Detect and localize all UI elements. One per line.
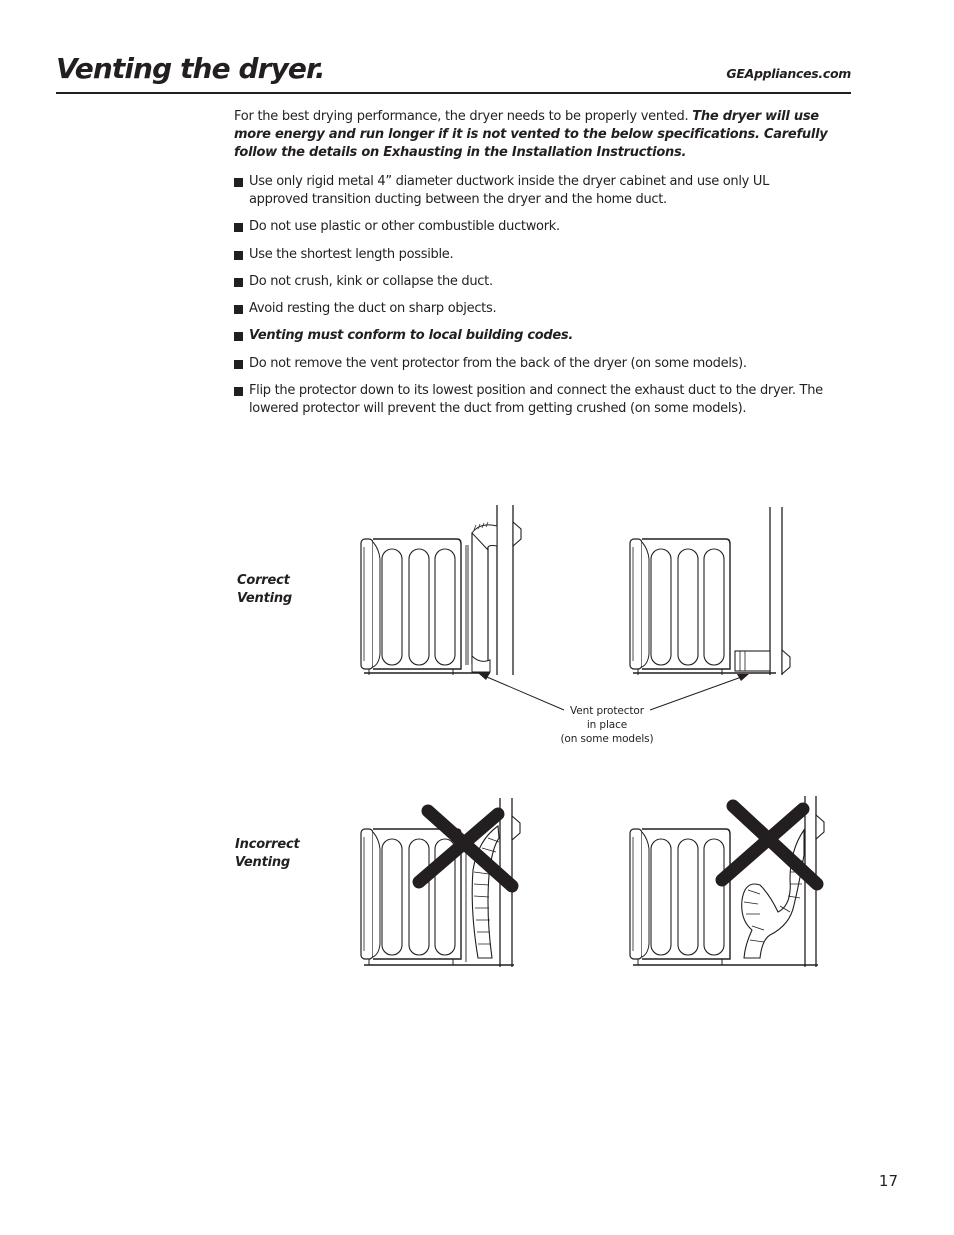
bullet-flip-protector: Flip the protector down to its lowest position and connect the exhaust duct to the dryer. The lowered protector will prevent the duct from getting crushed (on some models). [234,382,824,418]
incorrect-venting-diagram-b [630,796,824,967]
callout-leader-lines [478,673,749,710]
page-title: Venting the dryer. [56,52,325,85]
bullet-building-codes: Venting must conform to local building codes. [234,327,824,345]
page-number: 17 [878,1172,898,1190]
bullet-sharp-objects: Avoid resting the duct on sharp objects. [234,300,824,318]
bullet-shortest-length: Use the shortest length possible. [234,246,824,264]
correct-venting-label: Correct Venting [237,573,293,606]
bullet-vent-protector: Do not remove the vent protector from the back of the dryer (on some models). [234,355,824,373]
correct-venting-diagram-a [361,505,521,675]
correct-venting-diagram-b [630,507,790,675]
intro-emphasis: The dryer will use more energy and run longer if it is not vented to the below specifications. Carefully follow the details on Exhausting in the Installation Instructions. [234,109,828,160]
incorrect-venting-diagram-a [361,798,520,967]
bullet-ductwork: Use only rigid metal 4” diameter ductwork inside the dryer cabinet and use only UL approved transition ducting between the dryer and the home duct. [234,173,824,209]
incorrect-venting-label: Incorrect Venting [235,837,300,870]
site-url: GEAppliances.com [726,66,851,81]
bullet-no-crush: Do not crush, kink or collapse the duct. [234,273,824,291]
bullet-no-plastic: Do not use plastic or other combustible ductwork. [234,218,824,236]
vent-protector-callout: Vent protector in place (on some models) [560,705,654,745]
intro-text: For the best drying performance, the dryer needs to be properly vented. [234,109,693,124]
